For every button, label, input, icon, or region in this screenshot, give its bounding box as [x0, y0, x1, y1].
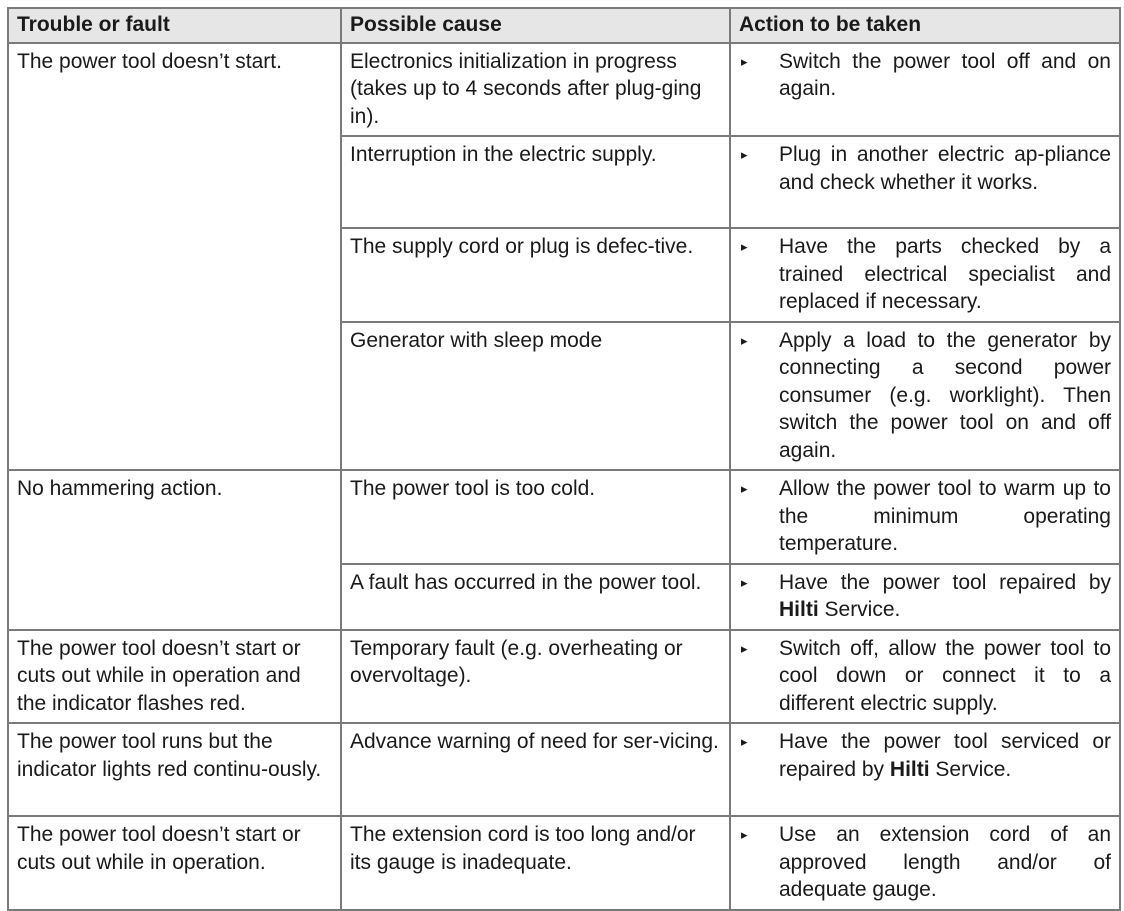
fault-cell: The power tool doesn’t start or cuts out while in operation and the indicator flashes red.	[8, 630, 341, 724]
brand-name: Hilti	[779, 598, 819, 621]
fault-cell: The power tool runs but the indicator lights red continu-ously.	[8, 723, 341, 816]
fault-cell: The power tool doesn’t start.	[8, 43, 341, 471]
bullet-triangle-icon: ▸	[741, 734, 748, 749]
action-cell: ▸ Switch the power tool off and on again.	[730, 43, 1120, 137]
cause-cell: Temporary fault (e.g. overheating or overvoltage).	[341, 630, 730, 724]
cause-cell: Generator with sleep mode	[341, 322, 730, 471]
bullet-triangle-icon: ▸	[741, 827, 748, 842]
cause-cell: Interruption in the electric supply.	[341, 136, 730, 228]
action-cell: ▸ Plug in another electric ap-pliance and check whether it works.	[730, 136, 1120, 228]
action-cell: ▸ Have the power tool serviced or repaired by Hilti Service.	[730, 723, 1120, 816]
bullet-triangle-icon: ▸	[741, 332, 748, 348]
cause-cell: The power tool is too cold.	[341, 470, 730, 564]
action-cell: ▸ Have the parts checked by a trained electrical specialist and replaced if necessary.	[730, 228, 1120, 322]
table-row	[8, 723, 1120, 816]
table-row	[8, 630, 1120, 724]
bullet-triangle-icon: ▸	[741, 574, 748, 590]
cause-cell: Advance warning of need for ser-vicing.	[341, 723, 730, 816]
table-row	[8, 470, 1120, 564]
cause-cell: The supply cord or plug is defec-tive.	[341, 228, 730, 322]
action-cell: ▸ Use an extension cord of an approved length and/or of adequate gauge.	[730, 816, 1120, 910]
bullet-triangle-icon: ▸	[741, 53, 748, 69]
action-cell: ▸ Switch off, allow the power tool to cool down or connect it to a different electric supply.	[730, 630, 1120, 724]
action-cell: ▸ Have the power tool repaired by Hilti Service.	[730, 564, 1120, 630]
fault-cell: No hammering action.	[8, 470, 341, 630]
bullet-triangle-icon: ▸	[741, 147, 748, 162]
fault-cell: The power tool doesn’t start or cuts out while in operation.	[8, 816, 341, 910]
table-row	[8, 816, 1120, 910]
bullet-triangle-icon: ▸	[741, 239, 748, 254]
cause-cell: A fault has occurred in the power tool.	[341, 564, 730, 630]
troubleshooting-table	[7, 7, 1121, 911]
brand-name: Hilti	[889, 757, 930, 781]
cause-cell: Electronics initialization in progress (takes up to 4 seconds after plug-ging in).	[341, 43, 730, 137]
header-possible-cause: Possible cause	[341, 8, 730, 43]
cause-cell: The extension cord is too long and/or its gauge is inadequate.	[341, 816, 730, 910]
action-cell: ▸ Allow the power tool to warm up to the minimum operating temperature.	[730, 470, 1120, 564]
table-header-row	[8, 8, 1120, 43]
bullet-triangle-icon: ▸	[741, 640, 748, 656]
header-action: Action to be taken	[730, 8, 1120, 43]
table-row	[8, 43, 1120, 137]
bullet-triangle-icon: ▸	[741, 481, 748, 496]
header-trouble-or-fault: Trouble or fault	[8, 8, 341, 43]
action-cell: ▸ Apply a load to the generator by connecting a second power consumer (e.g. worklight). Then switch the power tool on and off again.	[730, 322, 1120, 471]
